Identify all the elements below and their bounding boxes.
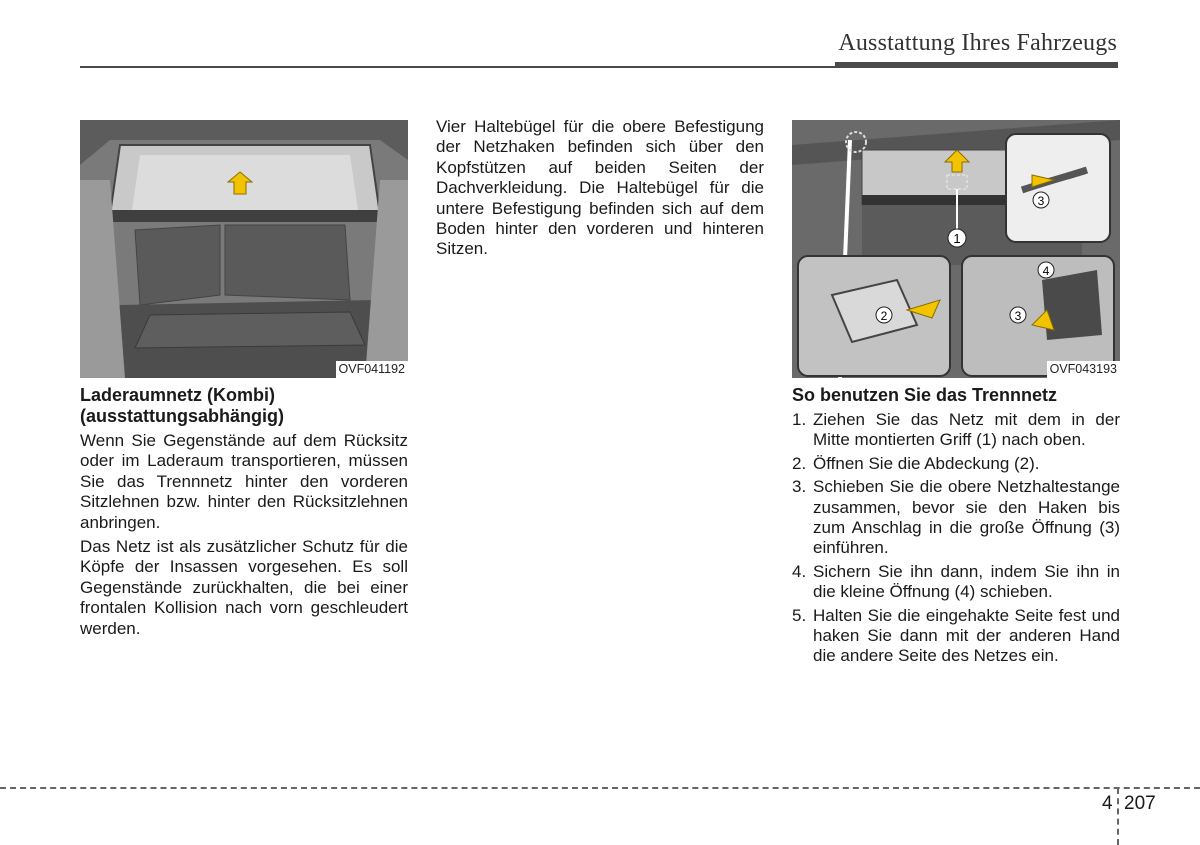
right-column bbox=[792, 385, 1120, 670]
body-paragraph: Das Netz ist als zusätzlicher Schutz für die Köpfe der Insassen vorgesehen. Es soll Gegenstände zurückhalten, die bei einer frontalen Kollision nach vorn geschleudert werden. bbox=[80, 537, 408, 638]
instruction-step: 3. Schieben Sie die obere Netzhaltestange zusammen, bevor sie den Haken bis zum Anschlag in die große Öffnung (3) einführen. bbox=[792, 477, 1120, 558]
page-number: 207 bbox=[1124, 793, 1156, 814]
section-heading: Laderaumnetz (Kombi) (ausstattungsabhängig) bbox=[80, 385, 285, 426]
body-paragraph: Wenn Sie Gegenstände auf dem Rücksitz oder im Laderaum transportieren, müssen Sie das Trennnetz hinter den vorderen Sitzlehnen bzw. hinter den Rücksitzlehnen anbringen. bbox=[80, 431, 408, 532]
net-usage-figure bbox=[792, 120, 1120, 378]
middle-column bbox=[436, 117, 764, 264]
instruction-step: 2. Öffnen Sie die Abdeckung (2). bbox=[792, 453, 1040, 473]
callout-2-label: 2 bbox=[880, 309, 888, 323]
figure-code: OVF041192 bbox=[336, 361, 408, 378]
footer-divider bbox=[1117, 788, 1119, 845]
callout-3-label-top: 3 bbox=[1037, 194, 1045, 208]
page-header-title: Ausstattung Ihres Fahrzeugs bbox=[838, 30, 1117, 56]
instruction-step: 5. Halten Sie die eingehakte Seite fest und haken Sie dann mit der anderen Hand die andere Seite des Netzes ein. bbox=[792, 605, 1120, 666]
callout-3-label-bottom: 3 bbox=[1014, 309, 1022, 323]
instruction-step: 1. Ziehen Sie das Netz mit dem in der Mitte montierten Griff (1) nach oben. bbox=[792, 410, 1120, 450]
header-rule-accent bbox=[835, 62, 1118, 68]
callout-1-label: 1 bbox=[953, 231, 961, 246]
instruction-list bbox=[792, 410, 1120, 667]
cargo-area-illustration bbox=[80, 120, 408, 378]
chapter-number: 4 bbox=[1102, 793, 1113, 814]
figure-code: OVF043193 bbox=[1047, 361, 1120, 378]
instruction-step: 4. Sichern Sie ihn dann, indem Sie ihn in die kleine Öffnung (4) schieben. bbox=[792, 561, 1120, 602]
body-paragraph: Vier Haltebügel für die obere Befestigung der Netzhaken befinden sich über den Kopfstützen auf beiden Seiten der Dachverkleidung. Die Haltebügel für die untere Befestigung befinden sich auf dem Boden hinter den vorderen und hinteren Sitzen. bbox=[436, 117, 764, 259]
callout-4-label: 4 bbox=[1042, 264, 1050, 278]
footer-rule bbox=[0, 787, 1200, 789]
left-column bbox=[80, 385, 408, 643]
section-heading: So benutzen Sie das Trennnetz bbox=[792, 385, 1058, 405]
cargo-area-figure bbox=[80, 120, 408, 378]
net-usage-illustration bbox=[792, 120, 1120, 378]
